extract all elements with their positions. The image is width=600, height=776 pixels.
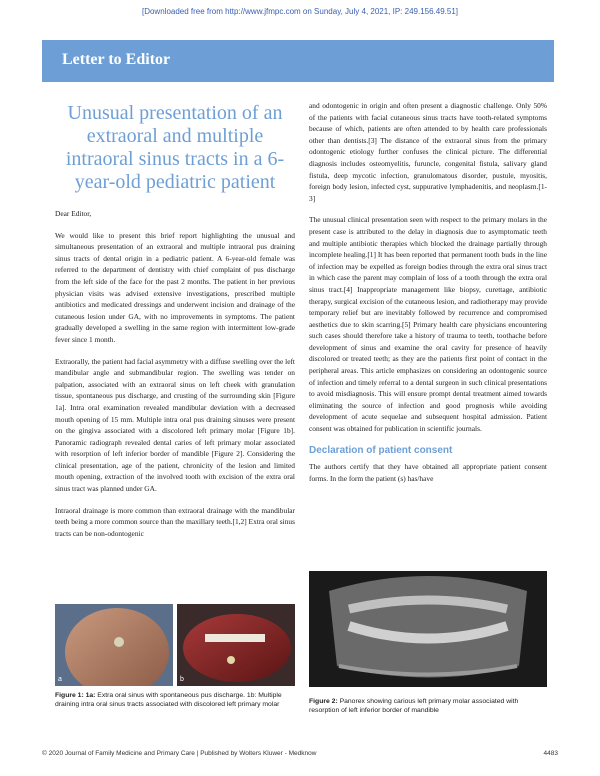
footer-journal: © 2020 Journal of Family Medicine and Primary Care | Published by Wolters Kluwer - Medknow (42, 750, 317, 757)
intraoral-sinus (227, 656, 235, 664)
section-label: Letter to Editor (62, 51, 171, 68)
greeting: Dear Editor, (55, 209, 92, 218)
paragraph: and odontogenic in origin and often present a diagnostic challenge. Only 50% of the patients with facial cutaneous sinus tracts have tooth-related symptoms because of which, patients are often attended to by health care professionals other than dentists.[3] The distance of the extraoral sinus from the primary odontogenic etiology further confuses the clinical picture. The differential diagnosis includes osteomyelitis, furuncle, congenital fistula, salivary gland fistula, deep mycotic infection, granulomatous disorder, pustule, myositis, foreign body lesion, infected cyst, suppurative lymphadenitis, and neoplasm.[1-3] (309, 101, 547, 203)
teeth-shape (205, 634, 265, 642)
paragraph: Extraorally, the patient had facial asymmetry with a diffuse swelling over the left mandibular angle and submandibular region. The swelling was tender on palpation, associated with an extraoral sinus on left cheek with granulation tissue, spontaneous pus discharge, and crusting of the surrounding skin [Figure 1a]. Intra oral examination revealed mandibular deviation with a decreased mouth opening of 15 mm. Multiple intra oral pus draining sinuses were present on the gingiva associated with a discolored left primary molar [Figure 1b]. Panoramic radiograph revealed dental caries of left primary molar associated with resorption of left inferior border of mandible [Figure 2]. Considering the clinical presentation, age of the patient, chronicity of the lesion and limited mouth opening, extraction of the involved tooth with excision of the extra oral sinus tract was planned under GA. (55, 356, 295, 494)
sinus-lesion (114, 637, 124, 647)
figure-1-caption (55, 691, 295, 709)
article-title: Unusual presentation of an extraoral and multiple intraoral sinus tracts in a 6-year-old pediatric patient (65, 102, 285, 193)
figure-1-caption-label: Figure 1: 1a: (55, 692, 96, 699)
section-banner (42, 40, 554, 82)
download-notice: [Downloaded free from http://www.jfmpc.com on Sunday, July 4, 2021, IP: 249.156.49.51] (141, 7, 459, 16)
mouth-shape (183, 614, 291, 682)
right-column (309, 100, 547, 494)
page-footer (42, 750, 558, 757)
figure-1-caption-text: Extra oral sinus with spontaneous pus discharge. 1b: Multiple draining intra oral sinus tracts associated with discolored left primary molar (55, 692, 282, 708)
figure-1b-label: b (180, 676, 184, 683)
figure-2-caption-label: Figure 2: (309, 698, 338, 705)
page-number: 4483 (543, 750, 558, 757)
figure-1-image (55, 604, 295, 686)
left-column (55, 100, 295, 549)
consent-text: The authors certify that they have obtained all appropriate patient consent forms. In the form the patient (s) has/have (309, 462, 547, 483)
consent-heading: Declaration of patient consent (309, 444, 453, 456)
figure-2-radiograph (309, 571, 547, 687)
figure-2-caption (309, 697, 547, 715)
paragraph: The unusual clinical presentation seen with respect to the primary molars in the present case is attributed to the delay in diagnosis due to asymptomatic teeth and multiple antibiotic therapies which blocked the drainage partially through incomplete healing.[1] It has been reported that permanent tooth buds in the line of infection may be expelled as foreign bodies through the extra oral sinus tract in which case the parent may complain of loss of a tooth through the extra oral sinus tract.[4] Inappropriate management like biopsy, curettage, antibiotic therapy, surgical excision of the cutaneous lesion, and radiotherapy may provide temporary relief but are inevitably followed by recurrence and compromised aesthetics due to skin scarring.[5] Primary health care physicians encountering such cases should therefore take a history of trauma to teeth, toothache before development of sinus and examine the oral cavity for presence of heavily discolored or treated teeth; as they are the patients first point of contact in the peripheral areas. This article emphasizes on considering an odontogenic source of infection and timely referral to a dental surgeon in such clinical presentations to avoid misdiagnosis. This will ensure prompt dental treatment aimed towards eliminating the source of infection and good prognosis while avoiding development of acute sequelae and subsequent hospital admission. Patient consent was obtained for publication in scientific journals. (309, 215, 547, 434)
figure-1a-label: a (58, 676, 62, 683)
paragraph: Intraoral drainage is more common than extraoral drainage with the mandibular teeth being a more common source than the maxillary teeth.[1,2] Extra oral sinus tracts can be non-odontogenic (55, 505, 295, 538)
figure-2-caption-text: Panorex showing carious left primary molar associated with resorption of left inferior border of mandible (309, 698, 519, 714)
paragraph: We would like to present this brief report highlighting the unusual and simultaneous presentation of an extraoral and multiple intraoral pus draining sinus tracts of dental origin in a pediatric patient. A 6-year-old female was referred to the department of dentistry with chief complaint of pus discharge from the left side of the face for the past 2 months. The patient in her previous physician visits was advised extensive investigations, prescribed multiple antibiotics and medicated dressings and underwent incision and drainage of the cutaneous lesion under GA, with no improvements in symptoms. The patient gradually developed a swelling in the same region with intermittent low-grade fever since 1 month. (55, 230, 295, 344)
